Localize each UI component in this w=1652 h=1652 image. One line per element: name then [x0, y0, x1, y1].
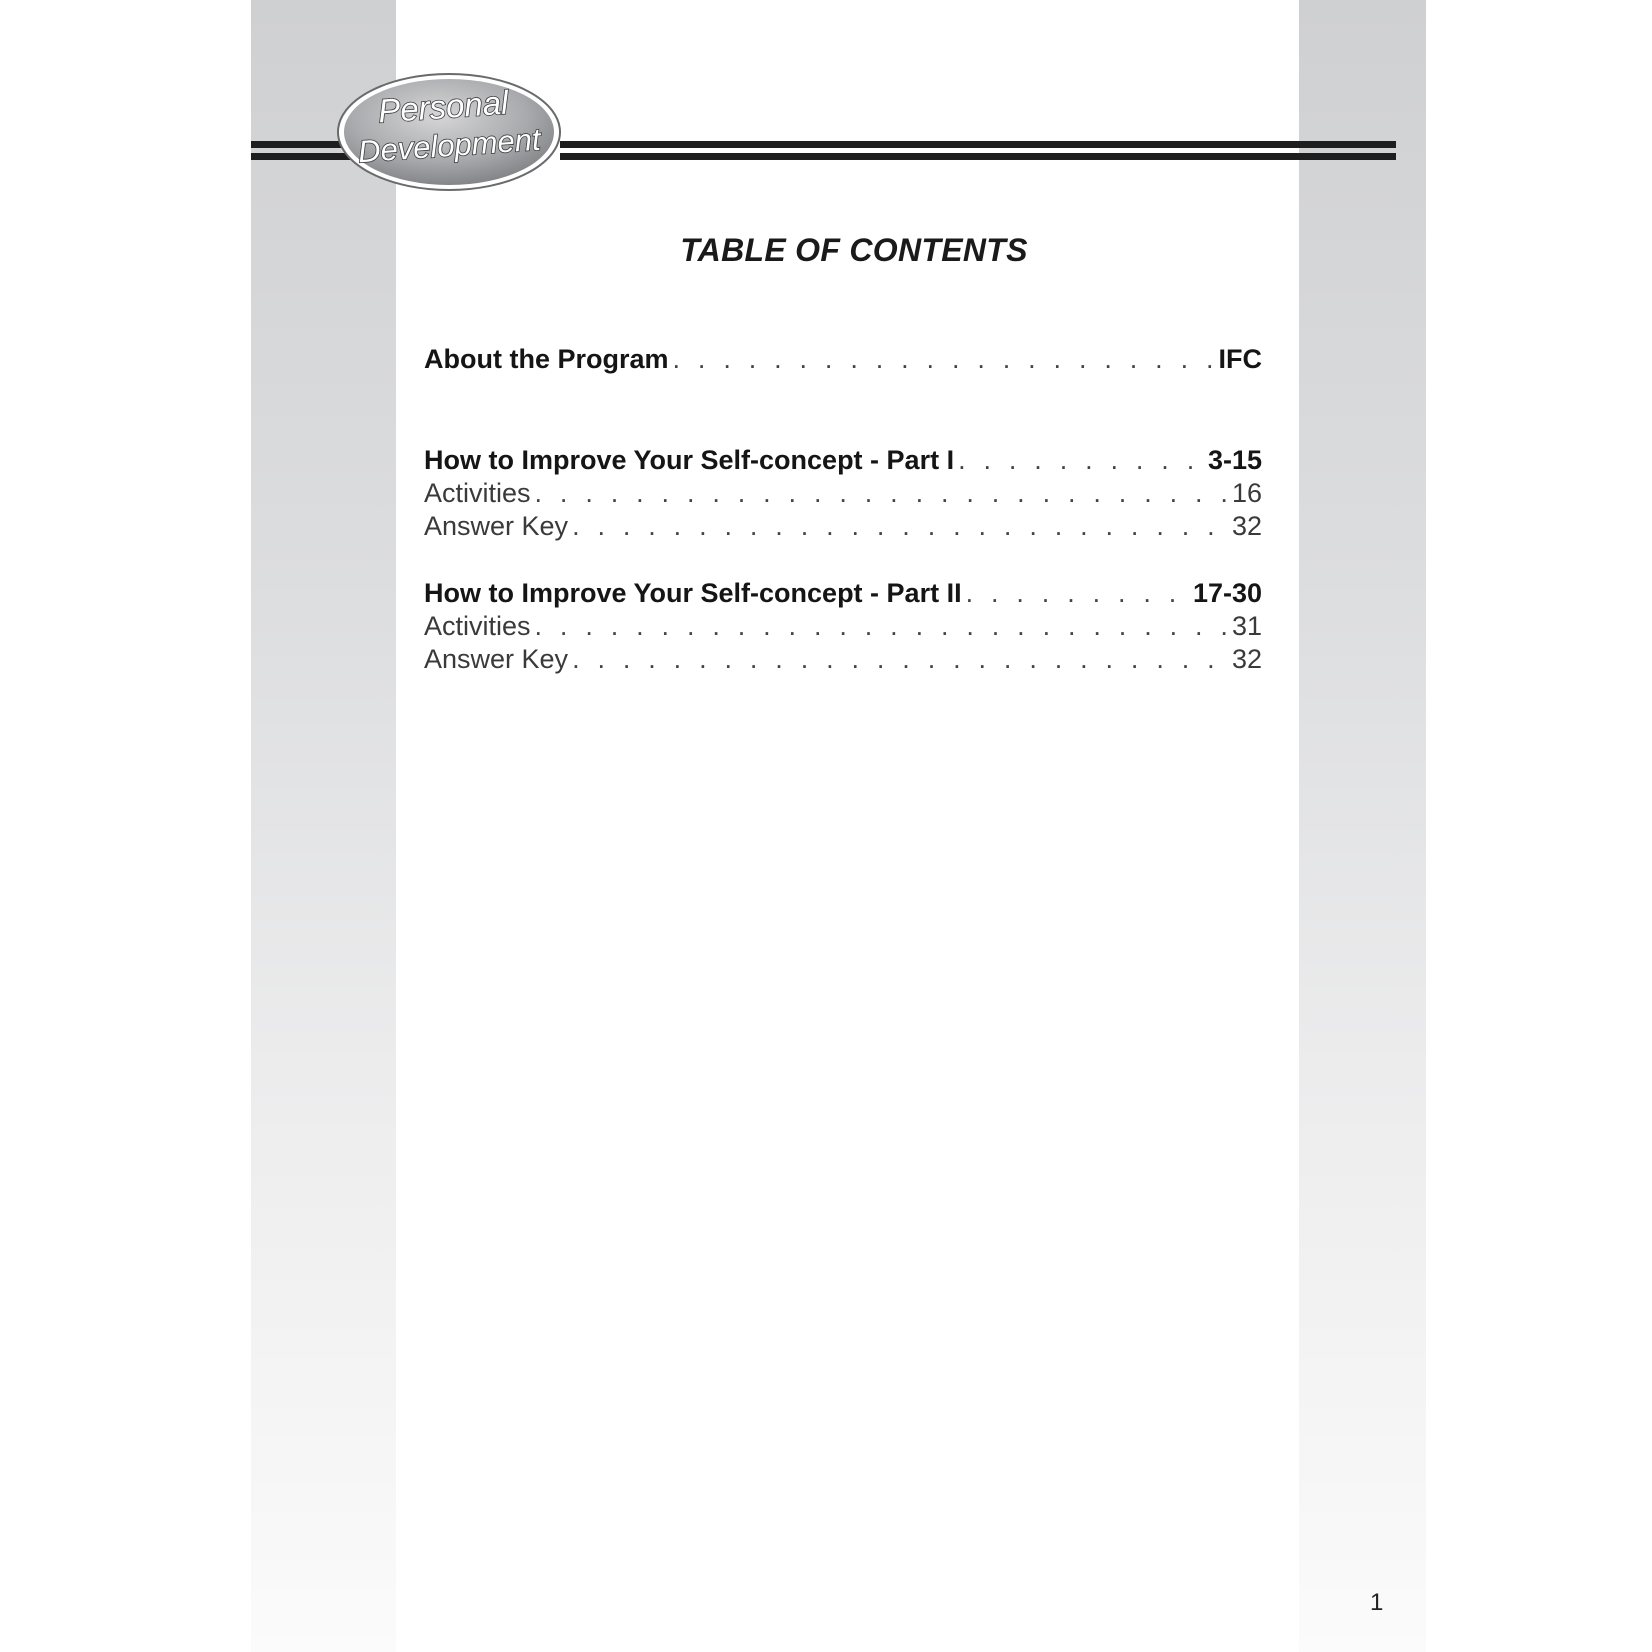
toc-entry-label: How to Improve Your Self-concept - Part I	[424, 445, 955, 475]
logo-line-1: Personal	[376, 83, 510, 130]
toc-entry-label: How to Improve Your Self-concept - Part II	[424, 578, 962, 608]
toc-entry-label: About the Program	[424, 344, 669, 374]
toc-entry-part-2-answer-key	[424, 642, 1262, 676]
toc-entry-part-1-activities	[424, 476, 1262, 510]
toc-entry-page: 17-30	[1192, 578, 1262, 608]
toc-entry-label: Answer Key	[424, 644, 569, 674]
dot-leader	[535, 609, 1228, 643]
toc-entry-label: Answer Key	[424, 511, 569, 541]
left-gray-band	[251, 0, 396, 1652]
logo-line-2: Development	[356, 121, 542, 170]
toc-entry-page: 31	[1231, 611, 1262, 641]
toc-entry-page: 16	[1231, 478, 1262, 508]
dot-leader	[966, 576, 1189, 610]
dot-leader	[673, 342, 1215, 376]
dot-leader	[535, 476, 1228, 510]
page-number: 1	[1370, 1589, 1384, 1616]
toc-entry-label: Activities	[424, 611, 531, 641]
toc-entry-part-2-activities	[424, 609, 1262, 643]
toc-title: TABLE OF CONTENTS	[680, 232, 1028, 268]
toc-entry-page: 3-15	[1207, 445, 1262, 475]
header-rule-right-top	[560, 141, 1396, 148]
dot-leader	[572, 642, 1228, 676]
toc-entry-page: 32	[1231, 511, 1262, 541]
toc-entry-part-1	[424, 443, 1262, 477]
personal-development-logo	[334, 66, 564, 194]
toc-entry-part-1-answer-key	[424, 509, 1262, 543]
dot-leader	[572, 509, 1228, 543]
toc-entry-page: 32	[1231, 644, 1262, 674]
right-gray-band	[1299, 0, 1426, 1652]
dot-leader	[958, 443, 1204, 477]
header-rule-right-bottom	[560, 153, 1396, 160]
toc-entry-page: IFC	[1218, 344, 1262, 374]
toc-entry-about-program	[424, 342, 1262, 376]
toc-entry-part-2	[424, 576, 1262, 610]
toc-entry-label: Activities	[424, 478, 531, 508]
